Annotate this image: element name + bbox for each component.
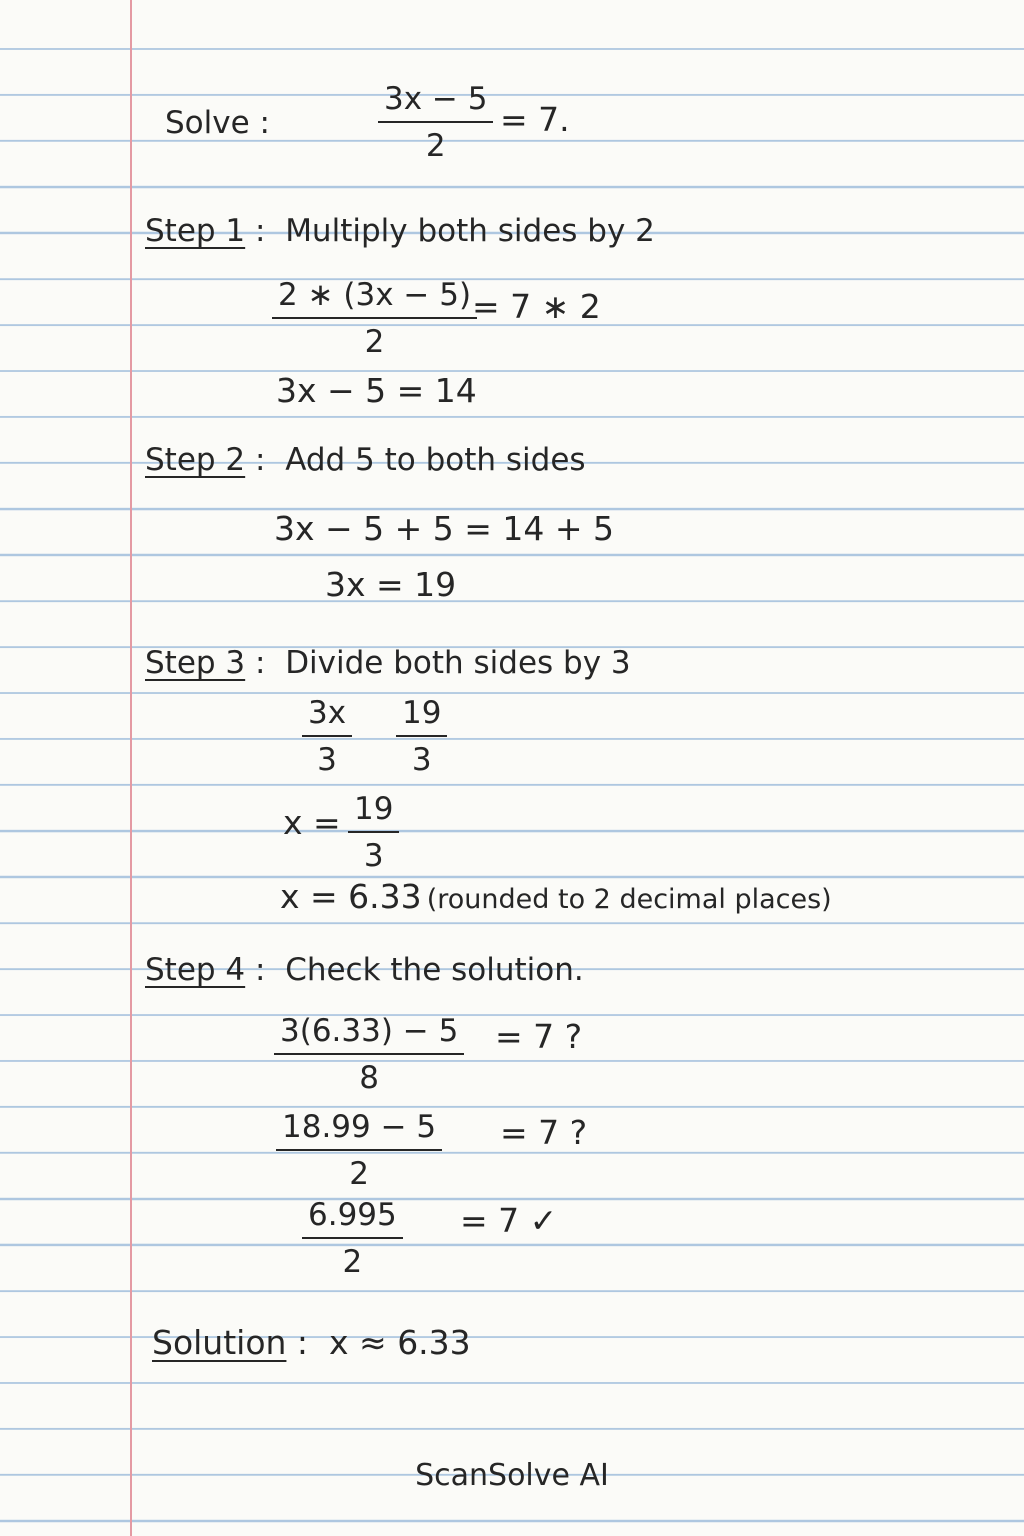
step3-x-numerator: 19 xyxy=(354,791,394,827)
step4-label: Step 4 xyxy=(145,952,246,988)
step2-equation: 3x − 5 + 5 = 14 + 5 xyxy=(274,509,615,548)
check2-denominator: 2 xyxy=(349,1156,369,1192)
step1-denominator: 2 xyxy=(364,324,385,360)
check1-numerator: 3(6.33) − 5 xyxy=(280,1013,459,1049)
step4-heading: Step 4 : Check the solution. xyxy=(145,952,584,988)
step3-label: Step 3 xyxy=(145,645,246,681)
check1-fraction xyxy=(274,1013,464,1096)
step1-result: 3x − 5 = 14 xyxy=(276,371,477,410)
step3-x-lhs: x = xyxy=(283,803,341,842)
check2-fraction xyxy=(276,1109,442,1192)
step3-x-fraction xyxy=(348,791,399,874)
check2-rhs: = 7 ? xyxy=(500,1113,588,1152)
step3-x-denominator: 3 xyxy=(363,838,384,874)
notebook-margin-line xyxy=(130,0,132,1536)
problem-denominator: 2 xyxy=(425,128,446,164)
solution-value: x ≈ 6.33 xyxy=(329,1323,471,1362)
step3-left-fraction xyxy=(302,695,352,778)
step3-rounded-value: x = 6.33 xyxy=(280,877,422,916)
step3-description: Divide both sides by 3 xyxy=(285,645,631,681)
step4-description: Check the solution. xyxy=(285,952,584,988)
step3-heading: Step 3 : Divide both sides by 3 xyxy=(145,645,631,681)
problem-rhs: = 7. xyxy=(500,100,570,139)
step3-rounding-note: (rounded to 2 decimal places) xyxy=(426,884,832,915)
check3-fraction xyxy=(302,1197,403,1280)
step3-left-denominator: 3 xyxy=(317,742,337,778)
check1-denominator: 8 xyxy=(359,1060,380,1096)
check1-rhs: = 7 ? xyxy=(495,1017,583,1056)
problem-numerator: 3x − 5 xyxy=(384,81,488,117)
problem-label: Solve xyxy=(165,105,250,141)
step1-numerator: 2 ∗ (3x − 5) xyxy=(278,277,472,313)
step3-right-fraction xyxy=(396,695,447,778)
step2-description: Add 5 to both sides xyxy=(285,442,586,478)
check3-numerator: 6.995 xyxy=(308,1197,397,1233)
step3-rounded-result xyxy=(280,877,832,916)
check3-rhs: = 7 ✓ xyxy=(460,1201,558,1240)
step3-right-numerator: 19 xyxy=(402,695,442,731)
check2-numerator: 18.99 − 5 xyxy=(282,1109,437,1145)
step1-fraction xyxy=(272,277,477,360)
solution-line: Solution : x ≈ 6.33 xyxy=(152,1323,471,1362)
step1-label: Step 1 xyxy=(145,213,246,249)
step2-result: 3x = 19 xyxy=(325,565,457,604)
check3-denominator: 2 xyxy=(342,1244,363,1280)
step2-heading: Step 2 : Add 5 to both sides xyxy=(145,442,586,478)
solution-label: Solution xyxy=(152,1323,287,1362)
step3-right-denominator: 3 xyxy=(411,742,432,778)
problem-fraction xyxy=(378,81,493,164)
step1-rhs: = 7 ∗ 2 xyxy=(472,287,601,326)
problem-label-line: Solve : xyxy=(165,105,270,141)
step2-label: Step 2 xyxy=(145,442,246,478)
step1-description: Multiply both sides by 2 xyxy=(285,213,655,249)
signature: ScanSolve AI xyxy=(415,1458,609,1493)
step1-heading: Step 1 : Multiply both sides by 2 xyxy=(145,213,655,249)
step3-left-numerator: 3x xyxy=(308,695,347,731)
